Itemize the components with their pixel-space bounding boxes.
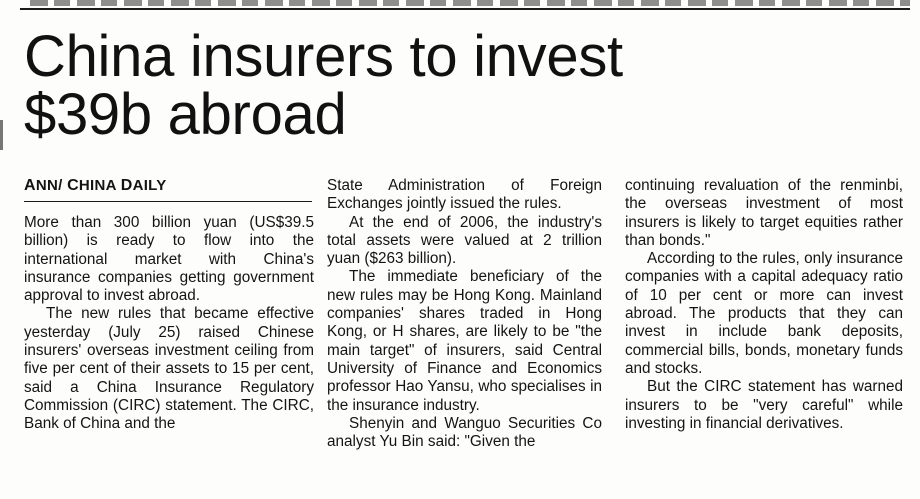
paragraph: According to the rules, only insurance companies with a capital adequacy ratio of 10 per cent or more can invest abroad. The products that they can invest in include bank deposits, commercial bills, bonds, monetary funds and stocks. [625, 250, 903, 377]
top-rule [20, 8, 910, 10]
paragraph: continuing revaluation of the renminbi, the overseas investment of most insurers is likely to target equities rather than bonds." [625, 177, 903, 249]
byline [24, 177, 312, 202]
byline-cap-c: C [67, 177, 79, 194]
byline-cap-a: A [24, 177, 36, 194]
byline-rest-c: HINA [78, 177, 121, 194]
paragraph: The new rules that became effective yesterday (July 25) raised Chinese insurers' overseas investment ceiling from five per cent of their assets to 15 per cent, said a China Insurance Regulatory Commission (CIRC) statement. The CIRC, Bank of China and the [24, 305, 314, 433]
paragraph: At the end of 2006, the industry's total assets were valued at 2 trillion yuan ($263 billion). [327, 213, 602, 268]
headline [24, 24, 623, 147]
headline-line-1: China insurers to invest [24, 24, 623, 89]
byline-rest-d: AILY [132, 177, 167, 194]
paragraph: The immediate beneficiary of the new rules may be Hong Kong. Mainland companies' shares traded in Hong Kong, or H shares, are likely to be "the main target" of insurers, said Central University of Finance and Economics professor Hao Yansu, who specialises in the insurance industry. [327, 268, 602, 414]
paragraph: More than 300 billion yuan (US$39.5 billion) is ready to flow into the international market with China's insurance companies getting government approval to invest abroad. [24, 214, 314, 305]
previous-article-tail [30, 0, 910, 6]
page-edge-mark [0, 120, 3, 150]
byline-rest-a: NN/ [35, 177, 68, 194]
byline-cap-d: D [120, 177, 133, 194]
paragraph: Shenyin and Wanguo Securities Co analyst Yu Bin said: "Given the [327, 414, 602, 451]
article-column-3 [625, 177, 903, 433]
paragraph: State Administration of Foreign Exchanges jointly issued the rules. [327, 177, 602, 213]
headline-line-2: $39b abroad [24, 82, 347, 147]
article-column-1 [24, 214, 314, 434]
article-column-2 [327, 177, 602, 451]
paragraph: But the CIRC statement has warned insurers to be "very careful" while investing in financial derivatives. [625, 378, 903, 432]
